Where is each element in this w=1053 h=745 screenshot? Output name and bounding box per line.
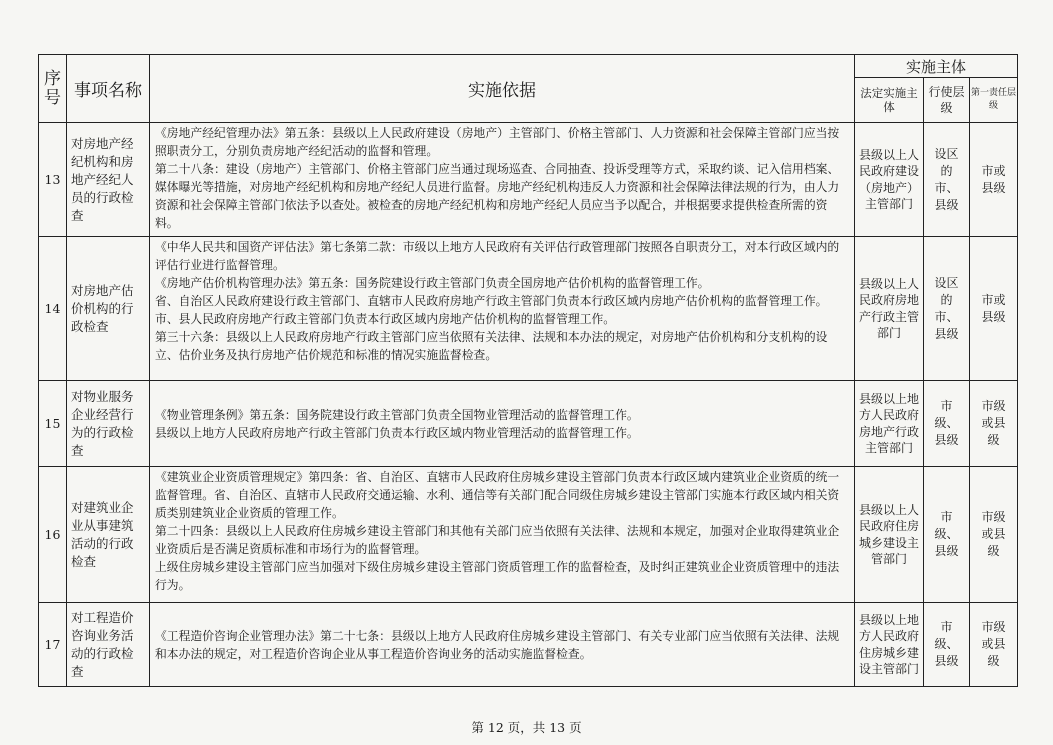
- header-implementer: 实施主体: [855, 55, 1018, 78]
- row-first-level: 市级或县级: [970, 603, 1018, 687]
- row-exercise-level: 市级、县级: [924, 381, 970, 467]
- header-first-level: 第一责任层级: [970, 78, 1018, 123]
- row-basis: 《房地产经纪管理办法》第五条：县级以上人民政府建设（房地产）主管部门、价格主管部门、人力资源和社会保障主管部门应当按照职责分工，分别负责房地产经纪活动的监督和管理。 第二十八条：建设（房地产）主管部门、价格主管部门应当通过现场巡查、合同抽查、投诉受理等方式，采取约谈、记入信用档案、媒体曝光等措施，对房地产经纪机构和房地产经纪人员进行监督。房地产经纪机构违反人力资源和社会保障法律法规的行为，由人力资源和社会保障主管部门依法予以查处。被检查的房地产经纪机构和房地产经纪人员应当予以配合，并根据要求提供检查所需的资料。: [150, 123, 855, 237]
- row-item-name: 对物业服务企业经营行为的行政检查: [67, 381, 150, 467]
- enforcement-items-table: [38, 54, 1018, 687]
- table-row: [39, 381, 1018, 467]
- header-basis: 实施依据: [150, 55, 855, 123]
- row-statutory-subject: 县级以上地方人民政府房地产行政主管部门: [855, 381, 924, 467]
- header-statutory-subject: 法定实施主体: [855, 78, 924, 123]
- row-item-name: 对建筑业企业从事建筑活动的行政检查: [67, 467, 150, 603]
- row-seq: 17: [39, 603, 67, 687]
- row-item-name: 对工程造价咨询业务活动的行政检查: [67, 603, 150, 687]
- row-basis: 《中华人民共和国资产评估法》第七条第二款：市级以上地方人民政府有关评估行政管理部门按照各自职责分工，对本行政区域内的评估行业进行监督管理。 《房地产估价机构管理办法》第五条：国务院建设行政主管部门负责全国房地产估价机构的监督管理工作。 省、自治区人民政府建设行政主管部门、直辖市人民政府房地产行政主管部门负责本行政区域内房地产估价机构的监督管理工作。 市、县人民政府房地产行政主管部门负责本行政区域内房地产估价机构的监督管理工作。 第三十六条：县级以上人民政府房地产行政主管部门应当依照有关法律、法规和本办法的规定，对房地产估价机构和分支机构的设立、估价业务及执行房地产估价规范和标准的情况实施监督检查。: [150, 237, 855, 381]
- table-row: [39, 123, 1018, 237]
- table-row: [39, 467, 1018, 603]
- header-item-name: 事项名称: [67, 55, 150, 123]
- row-first-level: 市级或县级: [970, 381, 1018, 467]
- header-seq: 序号: [39, 55, 67, 123]
- page-number-footer: 第 12 页，共 13 页: [471, 720, 582, 735]
- row-statutory-subject: 县级以上地方人民政府住房城乡建设主管部门: [855, 603, 924, 687]
- row-exercise-level: 市级、县级: [924, 603, 970, 687]
- row-statutory-subject: 县级以上人民政府住房城乡建设主管部门: [855, 467, 924, 603]
- row-exercise-level: 市级、县级: [924, 467, 970, 603]
- row-exercise-level: 设区的市、县级: [924, 237, 970, 381]
- row-exercise-level: 设区的市、县级: [924, 123, 970, 237]
- row-first-level: 市或县级: [970, 123, 1018, 237]
- row-seq: 16: [39, 467, 67, 603]
- row-first-level: 市级或县级: [970, 467, 1018, 603]
- table-row: [39, 237, 1018, 381]
- row-item-name: 对房地产估价机构的行政检查: [67, 237, 150, 381]
- row-seq: 13: [39, 123, 67, 237]
- table-row: [39, 603, 1018, 687]
- row-item-name: 对房地产经纪机构和房地产经纪人员的行政检查: [67, 123, 150, 237]
- row-seq: 15: [39, 381, 67, 467]
- row-statutory-subject: 县级以上人民政府建设（房地产）主管部门: [855, 123, 924, 237]
- row-basis: 《建筑业企业资质管理规定》第四条：省、自治区、直辖市人民政府住房城乡建设主管部门负责本行政区域内建筑业企业资质的统一监督管理。省、自治区、直辖市人民政府交通运输、水利、通信等有关部门配合同级住房城乡建设主管部门实施本行政区域内相关资质类别建筑业企业资质的管理工作。 第二十四条：县级以上人民政府住房城乡建设主管部门和其他有关部门应当依照有关法律、法规和本规定，加强对企业取得建筑业企业资质后是否满足资质标准和市场行为的监督管理。 上级住房城乡建设主管部门应当加强对下级住房城乡建设主管部门资质管理工作的监督检查，及时纠正建筑业企业资质管理中的违法行为。: [150, 467, 855, 603]
- header-exercise-level: 行使层级: [924, 78, 970, 123]
- row-seq: 14: [39, 237, 67, 381]
- row-basis: 《工程造价咨询企业管理办法》第二十七条：县级以上地方人民政府住房城乡建设主管部门、有关专业部门应当依照有关法律、法规和本办法的规定，对工程造价咨询企业从事工程造价咨询业务的活动实施监督检查。: [150, 603, 855, 687]
- row-first-level: 市或县级: [970, 237, 1018, 381]
- row-basis: 《物业管理条例》第五条：国务院建设行政主管部门负责全国物业管理活动的监督管理工作。 县级以上地方人民政府房地产行政主管部门负责本行政区域内物业管理活动的监督管理工作。: [150, 381, 855, 467]
- row-statutory-subject: 县级以上人民政府房地产行政主管部门: [855, 237, 924, 381]
